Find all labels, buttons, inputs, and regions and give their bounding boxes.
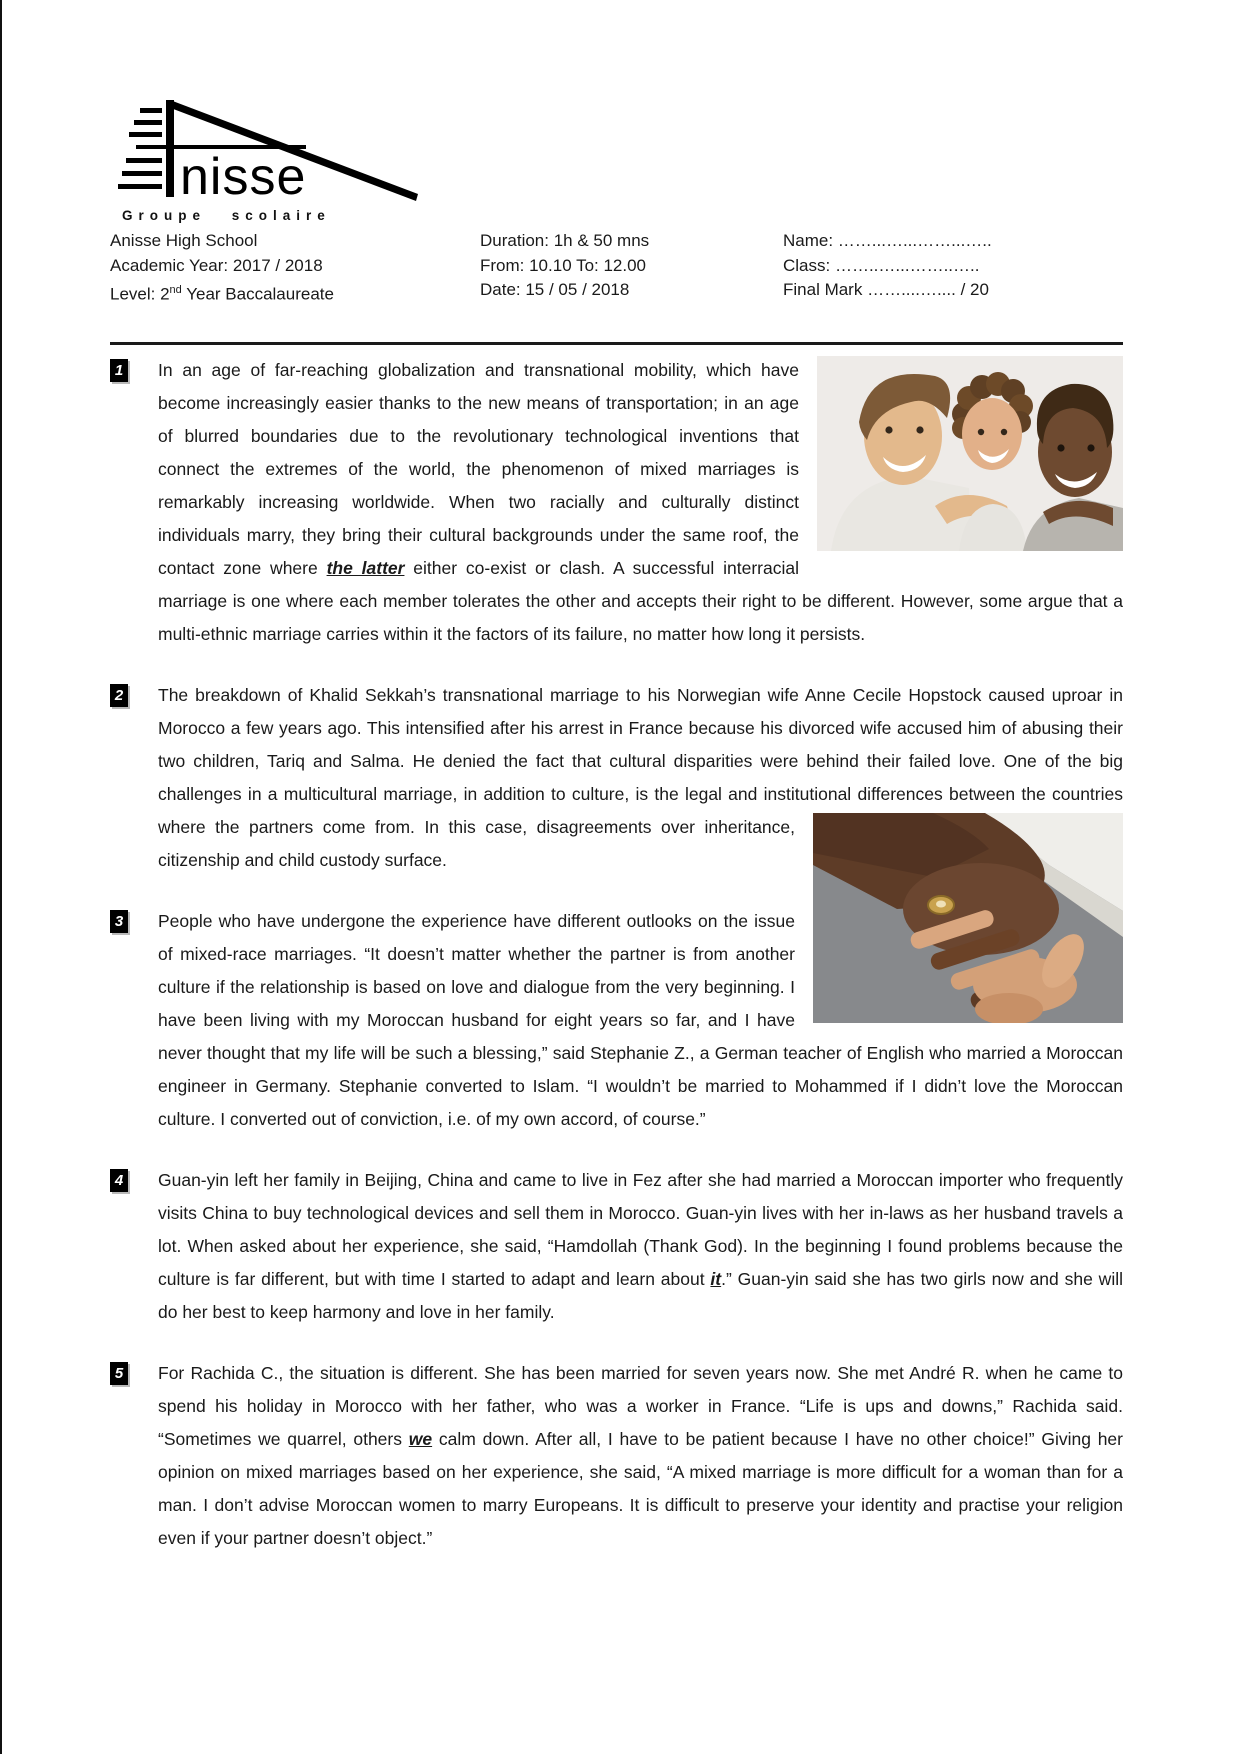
- paragraph-number-badge: 5: [110, 1362, 128, 1385]
- academic-year: Academic Year: 2017 / 2018: [110, 255, 323, 275]
- paragraph-text: The breakdown of Khalid Sekkah’s transnational marriage to his Norwegian wife Anne Cecile Hopstock caused uproar in Morocco a few years ago. This intensified after his arrest in France because his divorced wife accused him of abusing their two children, Tariq and Salma. He denied the fact that cultural disparities were behind their failed love. One of the big challenges in a multicultural marriage, in addition to culture, is the legal and institutional differences between the countries where the partners come from. In this case, disagreements over inheritance, citizenship and child custody surface.: [158, 685, 1123, 870]
- paragraph-text: Guan-yin left her family in Beijing, China and came to live in Fez after she had married a Moroccan importer who frequently visits China to buy technological devices and sell them in Morocco. Guan-yin lives with her in-laws as her husband travels a lot. When asked about her experience, she said, “Hamdollah (Thank God). In the beginning I found problems because the culture is far different, but with time I started to adapt and learn about: [158, 1170, 1123, 1289]
- paragraph-text: In an age of far-reaching globalization and transnational mobility, which have become increasingly easier thanks to the new means of transportation; in an age of blurred boundaries due to the revolutionary technological inventions that connect the extremes of the world, the phenomenon of mixed marriages is remarkably increasing worldwide. When two racially and culturally distinct individuals marry, they bring their cultural backgrounds under the same roof, the contact zone where: [158, 360, 799, 578]
- final-mark-label: Final Mark ……....….... / 20: [783, 280, 989, 299]
- level: Level: 2nd Year Baccalaureate: [110, 284, 334, 304]
- school-logo: [118, 94, 428, 223]
- school-name: Anisse High School: [110, 231, 258, 250]
- time-window: From: 10.10 To: 12.00: [480, 255, 647, 275]
- anisse-logo-icon: [118, 94, 428, 206]
- paragraph-text: calm down. After all, I have to be patient because I have no other choice!” Giving her opinion on mixed marriages based on her experience, she said, “A mixed marriage is more difficult for a woman than for a man. I don’t advise Moroccan women to marry Europeans. It is difficult to preserve your identity and practise your religion even if your partner doesn’t object.”: [158, 1429, 1123, 1548]
- exam-header: [110, 229, 1123, 307]
- header-right-column: [783, 229, 1123, 307]
- paragraph-text: either co-exist or clash. A successful interracial marriage is one where each member tolerates the other and accepts their right to be different. However, some argue that a multi-ethnic marriage carries within it the factors of its failure, no matter how long it persists.: [158, 558, 1123, 644]
- paragraph-number-badge: 1: [110, 359, 128, 382]
- paragraph-text: For Rachida C., the situation is different. She has been married for seven years now. She met André R. when he came to spend his holiday in Morocco with her father, who was a worker in France. “Life is ups and downs,” Rachida said. “Sometimes we quarrel, others: [158, 1363, 1123, 1449]
- reading-text: [110, 354, 1123, 1583]
- paragraph: [110, 1164, 1123, 1329]
- paragraph: [110, 1357, 1123, 1555]
- paragraph-number-badge: 3: [110, 910, 128, 933]
- family-photo: [817, 356, 1123, 551]
- class-field-label: Class: ……..…...……..…..: [783, 255, 980, 275]
- family-photo-icon: [817, 356, 1123, 551]
- emphasized-word: the latter: [326, 558, 405, 578]
- paragraph-number-badge: 2: [110, 684, 128, 707]
- paragraph-number-badge: 4: [110, 1169, 128, 1192]
- paragraph-body: [158, 679, 1123, 877]
- brand-text: nisse: [180, 148, 307, 206]
- header-left-column: [110, 229, 480, 307]
- duration: Duration: 1h & 50 mns: [480, 231, 650, 250]
- paragraph-text: People who have undergone the experience have different outlooks on the issue of mixed-race marriages. “It doesn’t matter whether the partner is from another culture if the relationship is based on love and dialogue from the very beginning. I have been living with my Moroccan husband for eight years so far, and I have never thought that my life will be such a blessing,” said Stephanie Z., a German teacher of English who married a Moroccan engineer in Germany. Stephanie converted to Islam. “I wouldn’t be married to Mohammed if I didn’t love the Moroccan culture. I converted out of conviction, i.e. of my own accord, of course.”: [158, 911, 1123, 1129]
- exam-date: Date: 15 / 05 / 2018: [480, 280, 630, 299]
- header-middle-column: [480, 229, 783, 307]
- paragraph: [110, 679, 1123, 877]
- paragraph-text: .” Guan-yin said she has two girls now and she will do her best to keep harmony and love in her family.: [158, 1269, 1123, 1322]
- paragraph-body: [158, 1357, 1123, 1555]
- scan-edge-line: [0, 0, 2, 1754]
- paragraph-body: [158, 354, 1123, 651]
- emphasized-word: it: [710, 1269, 722, 1289]
- paragraph-body: [158, 905, 1123, 1136]
- paragraph-body: [158, 1164, 1123, 1329]
- logo-subtitle: Groupe scolaire: [122, 208, 331, 223]
- name-field-label: Name: ……...…...……...…..: [783, 231, 992, 250]
- paragraph: [110, 354, 1123, 651]
- emphasized-word: we: [408, 1429, 433, 1449]
- header-divider: [110, 342, 1123, 345]
- paragraph: [110, 905, 1123, 1136]
